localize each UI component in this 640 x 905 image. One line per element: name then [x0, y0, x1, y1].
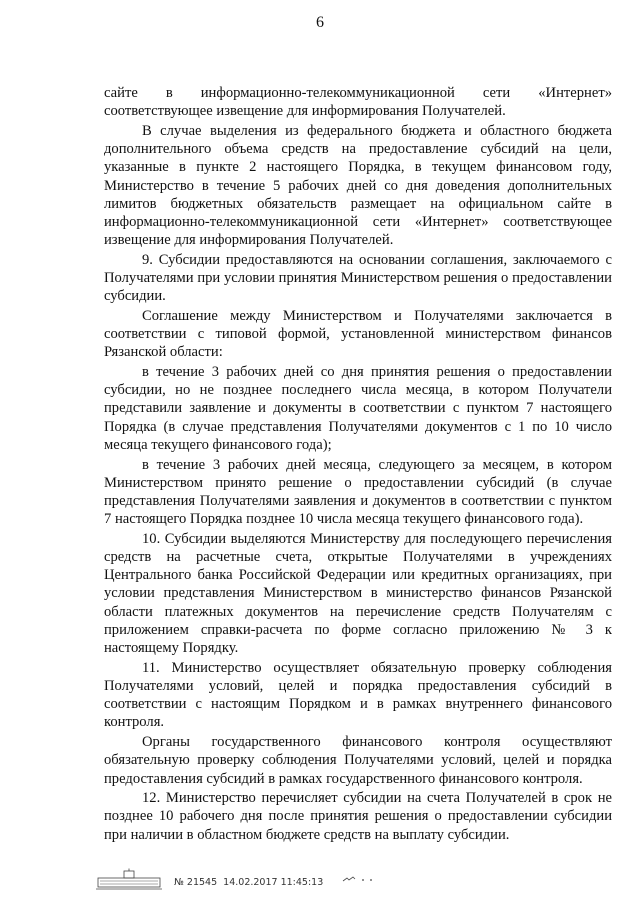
doc-id: № 21545	[174, 877, 218, 888]
paragraph: Соглашение между Министерством и Получателями заключается в соответствии с типовой формой, установленной министерством финансов Рязанской области:	[104, 307, 612, 361]
document-footer	[96, 868, 616, 894]
doc-timestamp: 14.02.2017 11:45:13	[223, 877, 324, 888]
page-number: 6	[316, 14, 324, 31]
document-registration-stamp	[174, 877, 323, 888]
paragraph: в течение 3 рабочих дней месяца, следующего за месяцем, в котором Министерством принято решение о предоставлении субсидий (в случае представления Получателями заявления и документов в соответствии с пунктом 7 настоящего Порядка позднее 10 числа месяца текущего финансового года).	[104, 456, 612, 528]
paragraph: 10. Субсидии выделяются Министерству для последующего перечисления средств на расчетные счета, открытые Получателями в учреждениях Центрального банка Российской Федерации или кредитных организациях, при условии представления Министерством в министерство финансов Рязанской области платежных документов на перечисление средств Получателям с приложением справки-расчета по форме согласно приложению № 3 к настоящему Порядку.	[104, 530, 612, 657]
paragraph: 12. Министерство перечисляет субсидии на счета Получателей в срок не позднее 10 рабочего дня после принятия решения о предоставлении субсидии при наличии в областном бюджете средств на выплату субсидии.	[104, 790, 612, 843]
paragraph: в течение 3 рабочих дней со дня принятия решения о предоставлении субсидии, но не позднее последнего числа месяца, в котором Получатели представили заявление и документы в соответствии с пунктом 7 настоящего Порядка (в случае представления Получателями документов с 1 по 10 число месяца текущего финансового года);	[104, 364, 612, 453]
document-body	[104, 84, 612, 845]
paragraph: В случае выделения из федерального бюджета и областного бюджета дополнительного объема средств на предоставление субсидий на цели, указанные в пункте 2 настоящего Порядка, в текущем финансовом году, Министерство в течение 5 рабочих дней со дня доведения дополнительных лимитов бюджетных обязательств размещает на официальном сайте в информационно-телекоммуникационной сети «Интернет» соответствующее извещение для информирования Получателей.	[104, 122, 612, 249]
scan-mark-icon	[341, 872, 381, 886]
paragraph: сайте в информационно-телекоммуникационной сети «Интернет» соответствующее извещение для информирования Получателей.	[104, 85, 612, 120]
government-building-stamp-icon	[96, 868, 162, 890]
paragraph: 9. Субсидии предоставляются на основании соглашения, заключаемого с Получателями при условии принятия Министерством решения о предоставлении субсидии.	[104, 251, 612, 305]
paragraph: Органы государственного финансового контроля осуществляют обязательную проверку соблюдения Получателями условий, целей и порядка предоставления субсидий в рамках государственного финансового контроля.	[104, 734, 612, 787]
paragraph: 11. Министерство осуществляет обязательную проверку соблюдения Получателями условий, целей и порядка предоставления субсидий в соответствии с настоящим Порядком и в рамках внутреннего финансового контроля.	[104, 659, 612, 731]
